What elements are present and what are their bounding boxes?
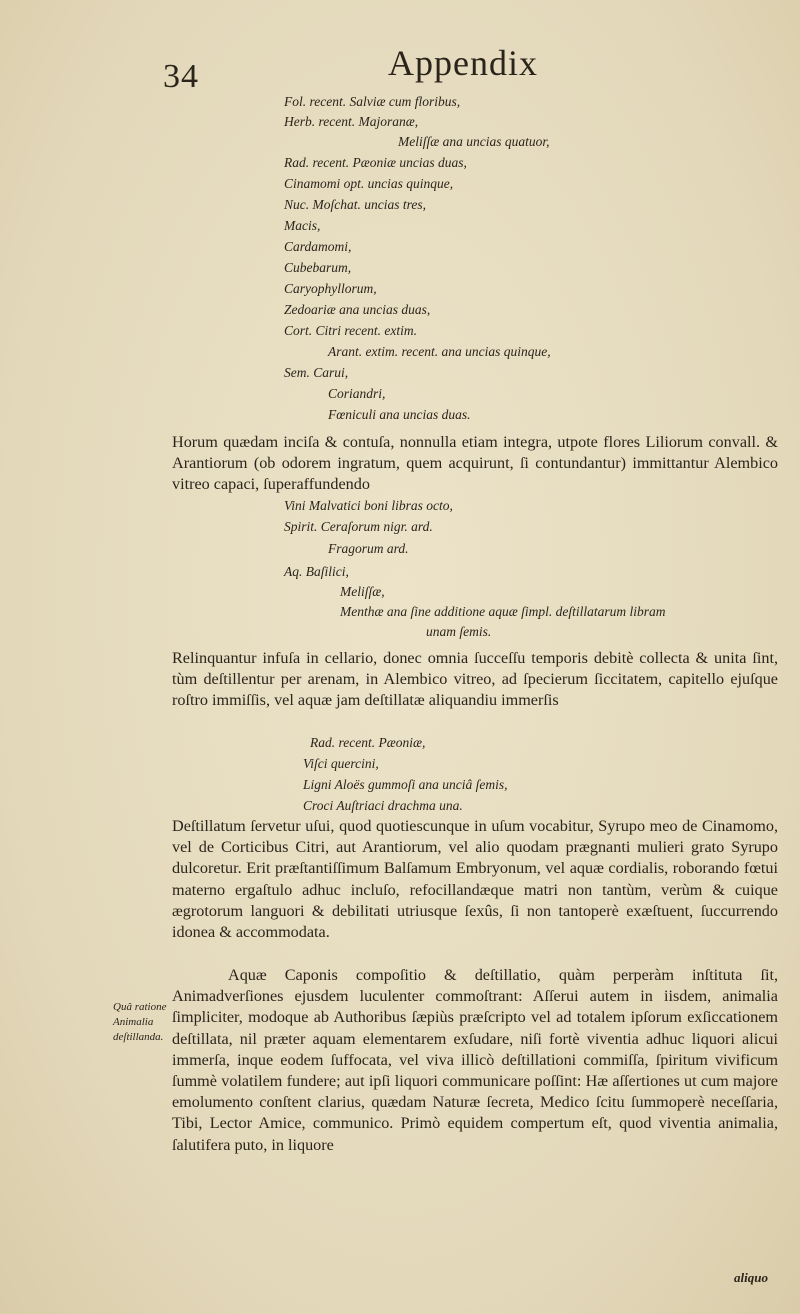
recipe-line: Cubebarum, bbox=[284, 260, 352, 275]
recipe-line: Spirit. Ceraſorum nigr. ard. bbox=[284, 519, 433, 534]
recipe-line: Rad. recent. Pæoniæ uncias duas, bbox=[284, 155, 467, 170]
recipe-line: Viſci quercini, bbox=[303, 756, 379, 771]
recipe-line: Cort. Citri recent. extim. bbox=[284, 323, 417, 338]
catchword: aliquo bbox=[734, 1270, 768, 1285]
recipe-line: Nuc. Moſchat. uncias tres, bbox=[284, 197, 426, 212]
recipe-line: Herb. recent. Majoranæ, bbox=[284, 114, 419, 129]
recipe-line: Meliſſæ, bbox=[340, 584, 385, 599]
recipe-line: Sem. Carui, bbox=[284, 365, 349, 380]
paragraph-3: Deſtillatum ſervetur uſui, quod quotiescunque in uſum vocabitur, Syrupo meo de Cinamomo, vel de Corticibus Citri, aut Arantiorum, vel alio quodam prægnanti mulieri grato Syrupo dulcoretur. Erit præſtantiſſimum Balſamum Embryonum, vel aquæ cordialis, roborando fœtui materno ergaſtulo adhuc incluſo, refocillandæque matri non tantùm, verùm & cuique ægrotorum languori & debilitati utriusque ſexûs, ſi non tantoperè exæſtuent, ſuccurrendo idonea & accommodata. bbox=[172, 817, 778, 942]
recipe-line: Rad. recent. Pæoniæ, bbox=[310, 735, 426, 750]
page-number: 34 bbox=[163, 58, 199, 95]
paragraph-1: Horum quædam inciſa & contuſa, nonnulla etiam integra, utpote flores Liliorum convall. & Arantiorum (ob odorem ingratum, quem acquirunt, ſi contundantur) immittantur Alembico vitreo capaci, ſuperaffundendo bbox=[172, 433, 778, 494]
recipe-line: Arant. extim. recent. ana uncias quinque, bbox=[328, 344, 551, 359]
recipe-line: Fœniculi ana uncias duas. bbox=[328, 407, 471, 422]
paragraph-4: Aquæ Caponis compoſitio & deſtillatio, quàm perperàm inſtituta ſit, Animadverſiones ejusdem luculenter commoſtrant: Aſſerui autem in iisdem, animalia ſimpliciter, modoque ab Authoribus ſæpiùs præſcripto vel ad totalem ipſorum exſiccationem deſtillata, nil præter aquam elementarem exſudare, niſi fortè viventia adhuc liquori alicui immerſa, inque eodem ſuffocata, vel viva illicò deſtillationi commiſſa, ſpiritum vivificum ſummè volatilem fundere; aut ipſi liquori communicare poſſint: Hæ aſſertiones ut cum majore emolumento conſtent clarius, quædam Naturæ ſecreta, Medico ſcitu ſummoperè neceſſaria, Tibi, Lector Amice, communico. Primò equidem compertum eſt, quod viventia animalia, ſalutifera puto, in liquore bbox=[172, 966, 778, 1154]
paragraph-2: Relinquantur infuſa in cellario, donec omnia ſucceſſu temporis debitè collecta & unita ſint, tùm deſtillentur per arenam, in Alembico vitreo, ad ſpecierum ſiccitatem, capitello ejuſque roſtro immiſſis, vel aquæ jam deſtillatæ aliquandiu immerſis bbox=[172, 649, 778, 710]
recipe-line: Meliſſæ ana uncias quatuor, bbox=[398, 134, 550, 149]
margin-note: Quâ ratione Animalia deſtillanda. bbox=[113, 1001, 167, 1043]
recipe-line: Aq. Baſilici, bbox=[284, 564, 349, 579]
recipe-line: Coriandri, bbox=[328, 386, 386, 401]
recipe-line: Cardamomi, bbox=[284, 239, 352, 254]
recipe-line: Menthæ ana ſine additione aquæ ſimpl. deſtillatarum libram bbox=[340, 604, 666, 619]
recipe-line: Croci Auſtriaci drachma una. bbox=[303, 798, 463, 813]
recipe-line: Cinamomi opt. uncias quinque, bbox=[284, 176, 454, 191]
recipe-line: Caryophyllorum, bbox=[284, 281, 377, 296]
recipe-line: Macis, bbox=[284, 218, 321, 233]
recipe-line: Vini Malvatici boni libras octo, bbox=[284, 498, 453, 513]
recipe-line: Ligni Aloës gummoſi ana unciâ ſemis, bbox=[303, 777, 508, 792]
recipe-line: unam ſemis. bbox=[426, 624, 492, 639]
recipe-line: Fol. recent. Salviæ cum floribus, bbox=[284, 94, 461, 109]
recipe-line: Zedoariæ ana uncias duas, bbox=[284, 302, 431, 317]
recipe-line: Fragorum ard. bbox=[328, 541, 409, 556]
running-head: Appendix bbox=[388, 43, 538, 83]
